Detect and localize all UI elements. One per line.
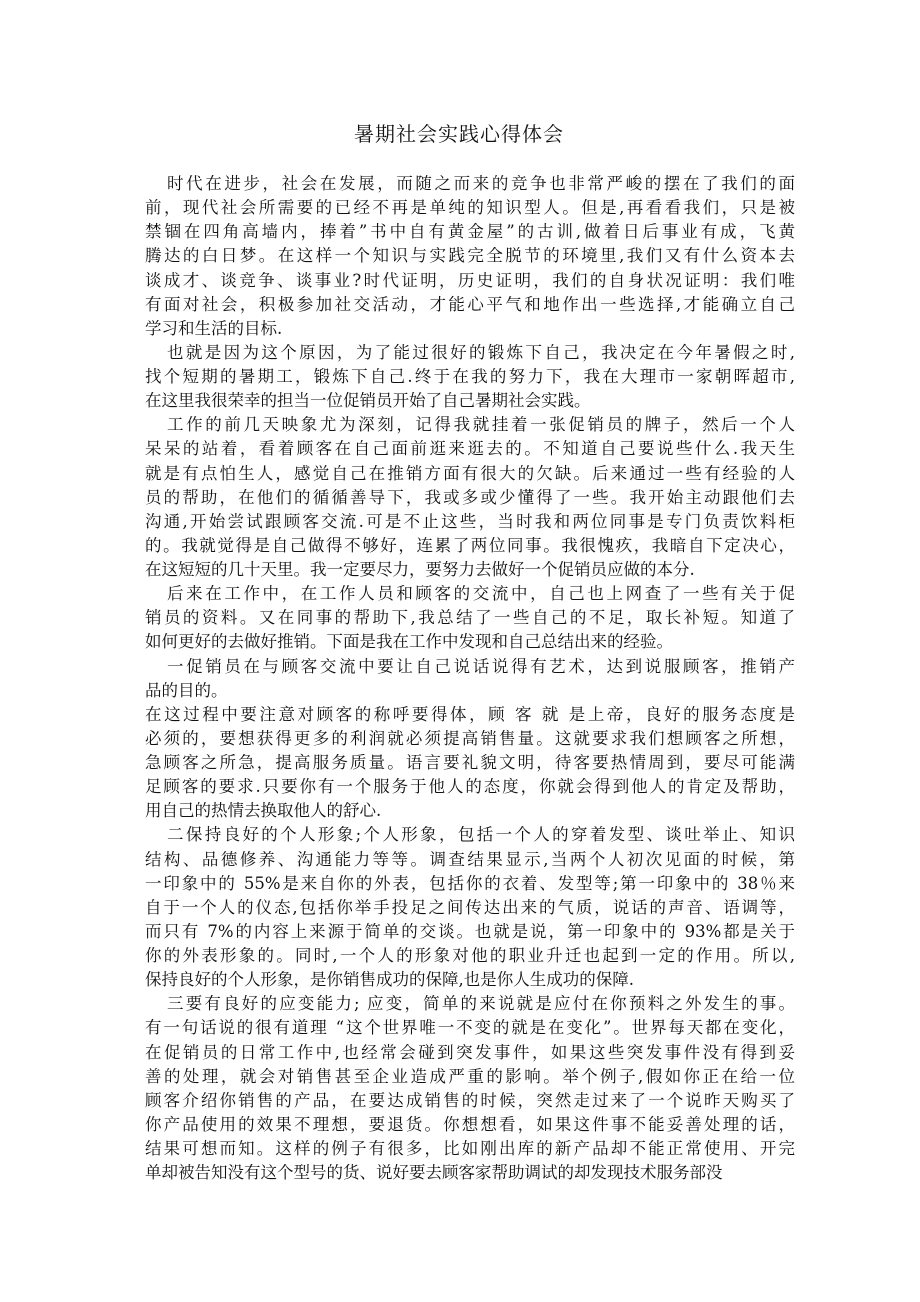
text-line: 用自己的热情去换取他人的舒心.: [145, 801, 382, 821]
text-line: 在促销员的日常工作中,也经常会碰到突发事件，如果这些突发事件没有得到妥: [145, 1042, 795, 1062]
text-line: 禁锢在四角高墙内，捧着”书中自有黄金屋”的古训,做着日后事业有成，飞黄: [145, 222, 795, 242]
text-line: 品的目的。: [145, 680, 228, 700]
text-line: 员的帮助，在他们的循循善导下，我或多或少懂得了一些。我开始主动跟他们去: [145, 487, 795, 507]
text-line: 后来在工作中，在工作人员和顾客的交流中，自己也上网查了一些有关于促: [167, 584, 795, 604]
paragraph: [145, 992, 795, 1185]
document-body: [145, 172, 795, 1185]
text-line: 单却被告知没有这个型号的货、说好要去顾客家帮助调试的却发现技术服务部没: [145, 1163, 723, 1183]
text-line: 腾达的白日梦。在这样一个知识与实践完全脱节的环境里,我们又有什么资本去: [145, 246, 795, 266]
text-line: 学习和生活的目标.: [145, 318, 283, 338]
document-title: 暑期社会实践心得体会: [354, 122, 564, 146]
text-line: 结构、品德修养、沟通能力等等。调查结果显示,当两个人初次见面的时候，第: [145, 849, 795, 869]
text-line: 就是有点怕生人，感觉自己在推销方面有很大的欠缺。后来通过一些有经验的人: [145, 463, 795, 483]
text-line: 一促销员在与顾客交流中要让自己说话说得有艺术，达到说服顾客，推销产: [167, 656, 795, 676]
text-line: 呆呆的站着，看着顾客在自己面前逛来逛去的。不知道自己要说些什么.我天生: [145, 439, 795, 459]
text-line: 三要有良好的应变能力; 应变，简单的来说就是应付在你预料之外发生的事。: [167, 994, 795, 1014]
text-line: 你产品使用的效果不理想，要退货。你想想看，如果这件事不能妥善处理的话，: [145, 1114, 795, 1134]
text-line: 找个短期的暑期工，锻炼下自己.终于在我的努力下，我在大理市一家朝晖超市,: [145, 367, 795, 386]
text-line: 有一句话说的很有道理 “这个世界唯一不变的就是在变化”。世界每天都在变化，: [145, 1018, 795, 1038]
text-line: 你的外表形象的。同时,一个人的形象对他的职业升迁也起到一定的作用。所以,: [145, 946, 795, 965]
text-line: 一印象中的 55%是来自你的外表，包括你的衣着、发型等;第一印象中的 38％来: [145, 873, 795, 893]
text-line: 也就是因为这个原因，为了能过很好的锻炼下自己，我决定在今年暑假之时,: [167, 342, 795, 362]
text-line: 的。我就觉得是自己做得不够好，连累了两位同事。我很愧疚，我暗自下定决心，: [145, 535, 795, 555]
text-line: 在这过程中要注意对顾客的称呼要得体，顾 客 就 是上帝，良好的服务态度是: [145, 704, 795, 724]
text-line: 急顾客之所急，提高服务质量。语言要礼貌文明，待客要热情周到，要尽可能满: [145, 753, 795, 772]
text-line: 沟通,开始尝试跟顾客交流.可是不止这些，当时我和两位同事是专门负责饮料柜: [145, 511, 795, 531]
text-line: 结果可想而知。这样的例子有很多，比如刚出库的新产品却不能正常使用、开完: [145, 1139, 795, 1158]
text-line: 足顾客的要求.只要你有一个服务于他人的态度，你就会得到他人的肯定及帮助，: [145, 777, 795, 797]
text-line: 销员的资料。又在同事的帮助下,我总结了一些自己的不足，取长补短。知道了: [145, 608, 795, 628]
text-line: 善的处理，就会对销售甚至企业造成严重的影响。举个例子,假如你正在给一位: [145, 1066, 795, 1086]
text-line: 而只有 7%的内容上来源于简单的交谈。也就是说，第一印象中的 93%都是关于: [145, 921, 795, 941]
text-line: 必须的，要想获得更多的利润就必须提高销售量。这就要求我们想顾客之所想，: [145, 728, 795, 748]
text-line: 自于一个人的仪态,包括你举手投足之间传达出来的气质，说话的声音、语调等，: [145, 897, 795, 917]
text-line: 顾客介绍你销售的产品，在要达成销售的时候，突然走过来了一个说昨天购买了: [145, 1090, 795, 1110]
paragraph: [145, 703, 795, 824]
paragraph: [145, 582, 795, 654]
text-line: 前，现代社会所需要的已经不再是单纯的知识型人。但是,再看看我们，只是被: [145, 198, 795, 218]
paragraph: [145, 341, 795, 413]
paragraph: [145, 655, 795, 703]
text-line: 谈成才、谈竞争、谈事业?时代证明，历史证明，我们的自身状况证明：我们唯: [145, 270, 795, 290]
text-line: 工作的前几天映象尤为深刻，记得我就挂着一张促销员的牌子，然后一个人: [167, 415, 795, 435]
text-line: 如何更好的去做好推销。下面是我在工作中发现和自己总结出来的经验。: [145, 632, 673, 652]
text-line: 时代在进步，社会在发展，而随之而来的竞争也非常严峻的摆在了我们的面: [167, 174, 795, 193]
text-line: 二保持良好的个人形象;个人形象，包括一个人的穿着发型、谈吐举止、知识: [167, 825, 795, 845]
paragraph: [145, 172, 795, 341]
paragraph: [145, 823, 795, 992]
text-line: 在这里我很荣幸的担当一位促销员开始了自己暑期社会实践。: [145, 391, 591, 411]
paragraph: [145, 413, 795, 582]
text-line: 在这短短的几十天里。我一定要尽力，要努力去做好一个促销员应做的本分.: [145, 560, 695, 579]
text-line: 有面对社会，积极参加社交活动，才能心平气和地作出一些选择,才能确立自己: [145, 294, 795, 314]
text-line: 保持良好的个人形象，是你销售成功的保障,也是你人生成功的保障.: [145, 970, 634, 990]
